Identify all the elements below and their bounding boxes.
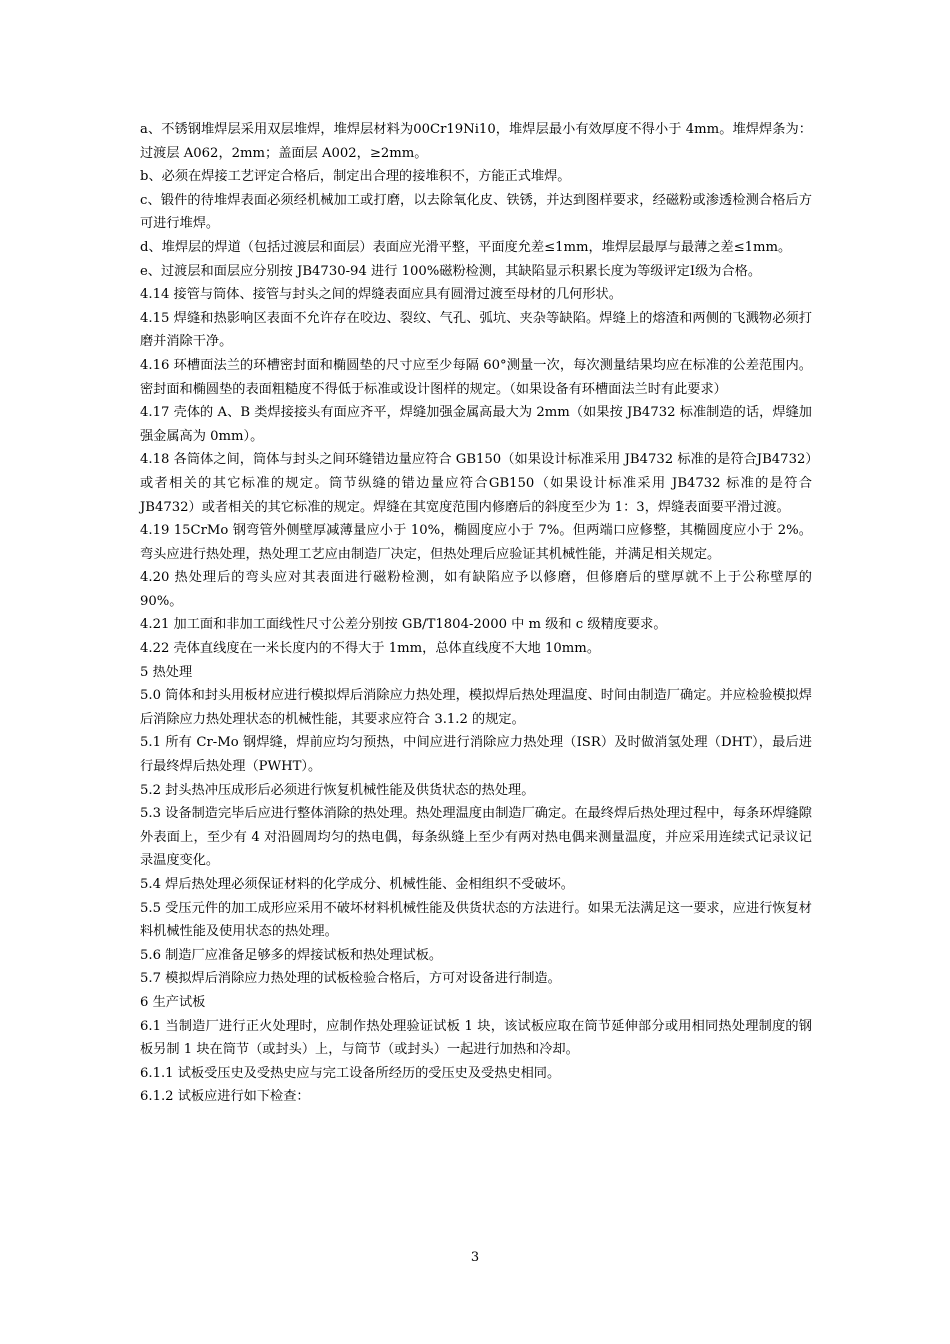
paragraph: 5.0 筒体和封头用板材应进行模拟焊后消除应力热处理，模拟焊后热处理温度、时间由制造厂确定。并应检验模拟焊后消除应力热处理状态的机械性能，其要求应符合 3.1.2 的规定。	[140, 688, 812, 727]
paragraph: 4.16 环槽面法兰的环槽密封面和椭圆垫的尺寸应至少每隔 60°测量一次，每次测量结果均应在标准的公差范围内。密封面和椭圆垫的表面粗糙度不得低于标准或设计图样的规定。（如果设备有环槽面法兰时有此要求）	[140, 357, 812, 397]
paragraph: 4.21 加工面和非加工面线性尺寸公差分别按 GB/T1804-2000 中 m 级和 c 级精度要求。	[140, 617, 667, 633]
paragraph: d、堆焊层的焊道（包括过渡层和面层）表面应光滑平整，平面度允差≤1mm，堆焊层最厚与最薄之差≤1mm。	[140, 239, 792, 255]
paragraph: 4.15 焊缝和热影响区表面不允许存在咬边、裂纹、气孔、弧坑、夹杂等缺陷。焊缝上的熔渣和两侧的飞溅物必须打磨并消除干净。	[140, 310, 812, 350]
paragraph: 5.7 模拟焊后消除应力热处理的试板检验合格后，方可对设备进行制造。	[140, 971, 561, 987]
body-text	[140, 118, 812, 1109]
page-number: 3	[470, 1250, 480, 1265]
paragraph: 4.22 壳体直线度在一米长度内的不得大于 1mm，总体直线度不大地 10mm。	[140, 641, 601, 657]
paragraph: 4.14 接管与筒体、接管与封头之间的焊缝表面应具有圆滑过渡至母材的几何形状。	[140, 287, 622, 303]
paragraph: 5.5 受压元件的加工成形应采用不破坏材料机械性能及供货状态的方法进行。如果无法满足这一要求，应进行恢复材料机械性能及使用状态的热处理。	[140, 900, 812, 940]
paragraph: 4.19 15CrMo 钢弯管外侧壁厚减薄量应小于 10%，椭圆度应小于 7%。但两端口应修整，其椭圆度应小于 2%。弯头应进行热处理，热处理工艺应由制造厂决定，但热处理后应验证其机械性能，并满足相关规定。	[140, 523, 812, 562]
paragraph: 4.20 热处理后的弯头应对其表面进行磁粉检测，如有缺陷应予以修磨，但修磨后的壁厚就不上于公称壁厚的 90%。	[140, 570, 812, 609]
paragraph: c、锻件的待堆焊表面必须经机械加工或打磨，以去除氧化皮、铁锈，并达到图样要求，经磁粉或渗透检测合格后方可进行堆焊。	[140, 192, 812, 232]
paragraph: a、不锈钢堆焊层采用双层堆焊，堆焊层材料为00Cr19Ni10，堆焊层最小有效厚度不得小于 4mm。堆焊焊条为：过渡层 A062，2mm；盖面层 A002，≥2mm。	[140, 122, 812, 161]
paragraph: 5.3 设备制造完毕后应进行整体消除的热处理。热处理温度由制造厂确定。在最终焊后热处理过程中，每条环焊缝隙外表面上，至少有 4 对沿圆周均匀的热电偶，每条纵缝上至少有两对热电偶来测量温度，并应采用连续式记录议记录温度变化。	[140, 806, 812, 869]
paragraph: 4.17 壳体的 A、B 类焊接接头有面应齐平，焊缝加强金属高最大为 2mm（如果按 JB4732 标准制造的话，焊缝加强金属高为 0mm）。	[140, 405, 812, 444]
paragraph: 5.4 焊后热处理必须保证材料的化学成分、机械性能、金相组织不受破坏。	[140, 877, 574, 892]
paragraph: b、必须在焊接工艺评定合格后，制定出合理的接堆积不，方能正式堆焊。	[140, 169, 571, 185]
paragraph: e、过渡层和面层应分别按 JB4730-94 进行 100%磁粉检测，其缺陷显示积累长度为等级评定Ⅰ级为合格。	[140, 263, 762, 279]
paragraph: 5.2 封头热冲压成形后必须进行恢复机械性能及供货状态的热处理。	[140, 782, 535, 798]
paragraph: 5 热处理	[140, 664, 193, 680]
paragraph: 6.1.1 试板受压史及受热史应与完工设备所经历的受压史及受热史相同。	[140, 1065, 561, 1081]
paragraph: 4.18 各筒体之间，筒体与封头之间环缝错边量应符合 GB150（如果设计标准采用 JB4732 标准的是符合JB4732）或者相关的其它标准的规定。筒节纵缝的错边量应符合GB150（如果设计标准采用 JB4732 标准的是符合 JB4732）或者相关的其它标准的规定。焊缝在其宽度范围内修磨后的斜度至少为 1：3，焊缝表面要平滑过渡。	[140, 452, 812, 515]
paragraph: 5.6 制造厂应准备足够多的焊接试板和热处理试板。	[140, 947, 443, 963]
paragraph: 6.1 当制造厂进行正火处理时，应制作热处理验证试板 1 块，该试板应取在筒节延伸部分或用相同热处理制度的钢板另制 1 块在筒节（或封头）上，与筒节（或封头）一起进行加热和冷却。	[140, 1018, 812, 1058]
paragraph: 6 生产试板	[140, 994, 206, 1010]
paragraph: 5.1 所有 Cr-Mo 钢焊缝，焊前应均匀预热，中间应进行消除应力热处理（ISR）及时做消氢处理（DHT），最后进行最终焊后热处理（PWHT）。	[140, 735, 812, 775]
paragraph: 6.1.2 试板应进行如下检查：	[140, 1089, 310, 1105]
